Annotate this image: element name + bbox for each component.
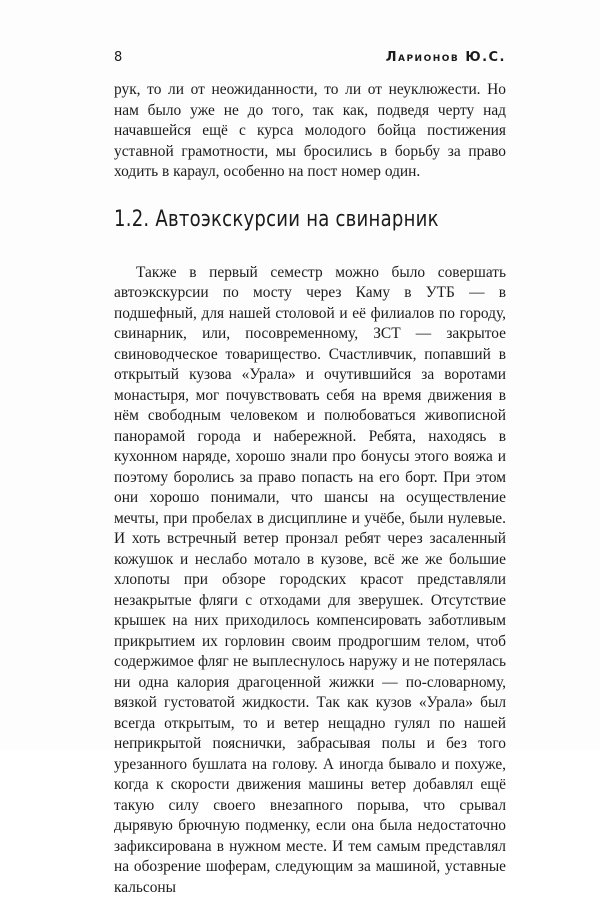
page-number: 8	[114, 50, 123, 65]
page-body	[114, 80, 506, 898]
running-author: Ларионов Ю.С.	[386, 50, 506, 65]
body-paragraph: Также в первый семестр можно было совершать автоэкскурсии по мосту через Каму в УТБ — в подшефный, для нашей столовой и её филиалов по городу, свинарник, или, посовременному, ЗСТ — закрытое свиноводческое товарищество. Счастливчик, попавший в открытый кузова «Урала» и очутившийся за воротами монастыря, мог почувствовать себя на время движения в нём свободным человеком и полюбоваться живописной панорамой города и набережной. Ребята, находясь в кухонном наряде, хорошо знали про бонусы этого вояжа и поэтому боролись за право попасть на его борт. При этом они хорошо понимали, что шансы на осуществление мечты, при пробелах в дисциплине и учёбе, были нулевые. И хоть встречный ветер пронзал ребят через засаленный кожушок и неслабо мотало в кузове, всё же же большие хлопоты при обзоре городских красот представляли незакрытые фляги с отходами для зверушек. Отсутствие крышек на них приходилось компенсировать заботливым прикрытием их горловин своим продрогшим телом, чтоб содержимое фляг не выплеснулось наружу и не потерялась ни одна калория драгоценной жижки — по-словарному, вязкой густоватой жидкости. Так как кузов «Урала» был всегда открытым, то и ветер нещадно гулял по нашей неприкрытой пояснички, забрасывая полы и без того урезанного бушлата на голову. А иногда бывало и похуже, когда к скорости движения машины ветер добавлял ещё такую силу своего внезапного порыва, что срывал дырявую брючную подменку, если она была недостаточно зафиксирована в нужном месте. И тем самым представлял на обозрение шоферам, следующим за машиной, уставные кальсоны	[114, 263, 506, 898]
running-header	[114, 50, 506, 68]
section-title: 1.2. Автоэкскурсии на свинарник	[114, 207, 435, 233]
continuation-paragraph: рук, то ли от неожиданности, то ли от неуклюжести. Но нам было уже не до того, так как, подведя черту над начавшейся ещё с курса молодого бойца постижения уставной грамотности, мы бросились в борьбу за право ходить в караул, особенно на пост номер один.	[114, 80, 506, 183]
